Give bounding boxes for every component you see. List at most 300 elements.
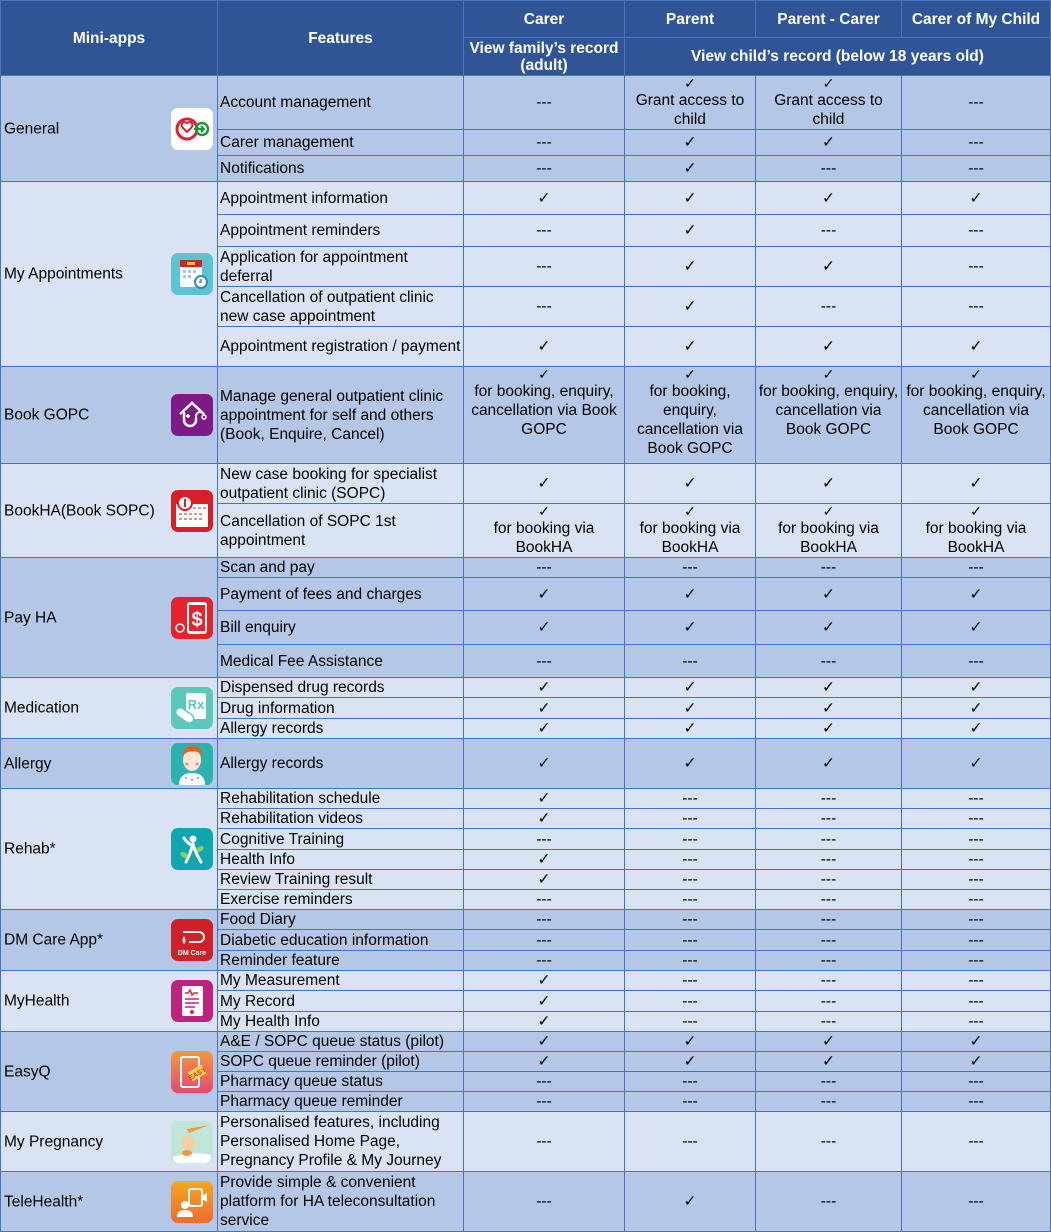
cell-parent [625,611,756,645]
cell-carer-of-my-child [902,870,1051,890]
check-icon: ✓ [537,755,551,772]
feature-cell: Appointment reminders [218,215,464,247]
cell-parent-carer [756,1032,902,1052]
table-row [1,464,1051,504]
mini-app-cell [1,789,218,910]
cell-parent [625,719,756,739]
check-icon: ✓ [537,1013,551,1030]
not-available-mark: --- [820,992,837,1010]
not-available-mark: --- [820,830,837,848]
not-available-mark: --- [682,871,698,888]
svg-text:DM Care: DM Care [177,950,207,957]
cell-parent-carer [756,611,902,645]
cell-carer [464,287,625,327]
cell-carer-of-my-child [902,76,1051,130]
cell-parent-carer [756,130,902,156]
not-available-mark: --- [682,891,698,908]
cell-parent-carer [756,76,902,130]
cell-parent-carer [756,558,902,578]
check-icon: ✓ [969,699,983,717]
cell-carer-of-my-child [902,910,1051,930]
check-icon: ✓ [822,258,835,275]
cell-carer [464,719,625,739]
mini-app-name: General [4,120,60,137]
header-carer-of-my-child: Carer of My Child [902,1,1051,38]
cell-carer [464,1052,625,1072]
feature-cell: Manage general outpatient clinic appointment for self and others (Book, Enquire, Cancel) [218,367,464,464]
svg-text:$: $ [191,608,203,631]
cell-carer-of-my-child [902,678,1051,698]
cell-parent-carer [756,215,902,247]
cell-parent [625,156,756,182]
feature-cell: Pharmacy queue reminder [218,1092,464,1112]
check-icon: ✓ [969,475,983,492]
feature-cell: Allergy records [218,719,464,739]
check-icon: ✓ [537,790,551,807]
not-available-mark: --- [820,652,837,670]
not-available-mark: --- [682,1093,698,1110]
check-icon: ✓ [683,475,697,492]
check-icon: ✓ [822,189,835,207]
cell-parent [625,1032,756,1052]
mini-app-name: BookHA(Book SOPC) [4,502,155,519]
cell-parent [625,870,756,890]
cell-carer [464,1032,625,1052]
not-available-mark: --- [682,911,698,928]
cell-carer [464,1172,625,1232]
not-available-mark: --- [682,972,698,989]
table-row [1,1032,1051,1052]
cell-parent-carer [756,327,902,367]
not-available-mark: --- [820,911,837,928]
cell-parent-carer [756,287,902,327]
check-icon: ✓ [537,619,551,636]
not-available-mark: --- [682,790,698,807]
cell-carer-of-my-child [902,829,1051,850]
mini-app-cell [1,739,218,789]
cell-carer-of-my-child [902,130,1051,156]
cell-carer [464,789,625,809]
mini-app-name: MyHealth [4,992,70,1010]
cell-parent [625,504,756,558]
not-available-mark: --- [968,160,984,177]
cell-parent [625,327,756,367]
cell-parent-carer [756,1072,902,1092]
not-available-mark: --- [968,1133,984,1150]
cell-parent-carer [756,1052,902,1072]
cell-note: for booking, enquiry, cancellation via Book GOPC [471,383,617,438]
cell-note: for booking, enquiry, cancellation via Book GOPC [637,383,743,457]
table-row [1,678,1051,698]
check-icon: ✓ [822,699,835,717]
not-available-mark: --- [968,871,984,888]
feature-cell: Cancellation of outpatient clinic new case appointment [218,287,464,327]
not-available-mark: --- [682,952,698,969]
cell-parent [625,829,756,850]
cell-parent-carer [756,1012,902,1032]
cell-carer [464,951,625,971]
not-available-mark: --- [682,1073,698,1090]
check-icon: ✓ [822,679,835,696]
cell-carer-of-my-child [902,809,1051,829]
feature-cell: My Measurement [218,971,464,991]
cell-carer [464,130,625,156]
mini-app-cell [1,971,218,1032]
not-available-mark: --- [820,972,837,989]
cell-parent-carer [756,951,902,971]
cell-carer-of-my-child [902,850,1051,870]
feature-cell: SOPC queue reminder (pilot) [218,1052,464,1072]
cell-carer [464,1072,625,1092]
not-available-mark: --- [682,652,698,670]
mini-app-cell [1,910,218,971]
check-icon: ✓ [822,75,835,91]
not-available-mark: --- [968,891,984,908]
mini-app-cell [1,367,218,464]
not-available-mark: --- [682,810,698,827]
check-icon: ✓ [537,585,551,603]
cell-parent [625,1052,756,1072]
table-row [1,789,1051,809]
not-available-mark: --- [536,94,552,111]
check-icon: ✓ [683,258,697,275]
cell-carer-of-my-child [902,1092,1051,1112]
check-icon: ✓ [684,503,696,519]
cell-carer [464,870,625,890]
check-icon: ✓ [537,972,551,989]
cell-carer [464,991,625,1012]
not-available-mark: --- [820,1093,837,1110]
mini-app-cell [1,464,218,558]
cell-note: Grant access to child [635,92,745,128]
mini-app-cell [1,558,218,678]
feature-cell: A&E / SOPC queue status (pilot) [218,1032,464,1052]
cell-carer [464,611,625,645]
cell-carer-of-my-child [902,1172,1051,1232]
cell-parent [625,182,756,215]
video-consult-icon [171,1181,213,1223]
cell-parent-carer [756,870,902,890]
not-available-mark: --- [536,1133,552,1150]
cell-note: for booking, enquiry, cancellation via Book GOPC [906,383,1046,438]
cell-carer-of-my-child [902,645,1051,678]
check-icon: ✓ [683,222,697,239]
table-row [1,910,1051,930]
check-icon: ✓ [537,475,551,492]
not-available-mark: --- [536,160,552,177]
check-icon: ✓ [683,1193,697,1210]
not-available-mark: --- [820,1193,837,1210]
check-icon: ✓ [537,992,551,1010]
cell-carer [464,215,625,247]
cell-parent-carer [756,645,902,678]
not-available-mark: --- [820,790,837,807]
mini-app-name: Rehab* [4,840,56,858]
mini-app-name: Medication [4,699,79,717]
not-available-mark: --- [536,952,552,969]
feature-cell: Carer management [218,130,464,156]
not-available-mark: --- [968,222,984,239]
not-available-mark: --- [968,911,984,928]
cell-carer-of-my-child [902,504,1051,558]
check-icon: ✓ [822,720,835,737]
check-icon: ✓ [822,134,835,151]
not-available-mark: --- [820,222,837,239]
header-parent: Parent [625,1,756,38]
check-icon: ✓ [684,366,696,382]
cell-note: for booking via BookHA [639,520,741,556]
check-icon: ✓ [537,1053,551,1070]
table-row [1,739,1051,789]
check-icon: ✓ [683,338,697,355]
cell-parent [625,1172,756,1232]
cell-carer [464,645,625,678]
cell-carer [464,367,625,464]
not-available-mark: --- [968,1193,984,1210]
mini-app-cell [1,182,218,367]
cell-parent [625,890,756,910]
not-available-mark: --- [536,891,552,908]
cell-parent-carer [756,829,902,850]
not-available-mark: --- [682,851,698,868]
check-icon: ✓ [683,1053,697,1070]
not-available-mark: --- [536,298,552,315]
cell-parent-carer [756,910,902,930]
cell-carer [464,930,625,951]
cell-parent [625,910,756,930]
feature-cell: Application for appointment deferral [218,247,464,287]
not-available-mark: --- [820,952,837,969]
not-available-mark: --- [968,790,984,807]
table-row [1,971,1051,991]
cell-carer-of-my-child [902,327,1051,367]
cell-carer [464,1012,625,1032]
check-icon: ✓ [537,1033,551,1050]
feature-cell: Payment of fees and charges [218,578,464,611]
queue-ticket-icon [171,1051,213,1093]
cell-parent-carer [756,678,902,698]
ha-calendar-icon [171,490,213,532]
cell-carer [464,890,625,910]
feature-cell: Personalised features, including Personalised Home Page, Pregnancy Profile & My Journey [218,1112,464,1172]
check-icon: ✓ [969,755,983,772]
cell-parent-carer [756,698,902,719]
cell-parent [625,558,756,578]
not-available-mark: --- [968,559,984,576]
cell-carer-of-my-child [902,367,1051,464]
cell-carer [464,247,625,287]
cell-carer [464,910,625,930]
check-icon: ✓ [683,1033,697,1050]
not-available-mark: --- [968,1073,984,1090]
payment-dollar-icon [171,597,213,639]
header-parent-carer: Parent - Carer [756,1,902,38]
cell-parent [625,739,756,789]
check-icon: ✓ [822,366,835,382]
check-icon: ✓ [683,619,697,636]
cell-parent [625,1112,756,1172]
cell-parent-carer [756,930,902,951]
feature-cell: Account management [218,76,464,130]
not-available-mark: --- [968,134,984,151]
not-available-mark: --- [820,160,837,177]
feature-cell: Cognitive Training [218,829,464,850]
cell-parent [625,930,756,951]
not-available-mark: --- [682,931,698,949]
mini-app-cell [1,1032,218,1112]
cell-carer-of-my-child [902,1052,1051,1072]
cell-carer [464,558,625,578]
not-available-mark: --- [820,1013,837,1030]
cell-parent-carer [756,739,902,789]
check-icon: ✓ [822,503,835,519]
cell-carer-of-my-child [902,971,1051,991]
rx-pill-icon [171,687,213,729]
cell-carer [464,739,625,789]
cell-carer [464,578,625,611]
cell-note: Grant access to child [774,92,883,128]
cell-carer [464,156,625,182]
feature-cell: Appointment information [218,182,464,215]
dm-care-icon [171,919,213,961]
feature-cell: Food Diary [218,910,464,930]
cell-parent-carer [756,1092,902,1112]
feature-cell: Bill enquiry [218,611,464,645]
check-icon: ✓ [822,585,835,603]
not-available-mark: --- [968,972,984,989]
cell-parent [625,850,756,870]
check-icon: ✓ [683,134,697,151]
calendar-clock-icon [171,253,213,295]
check-icon: ✓ [537,851,551,868]
cell-carer [464,504,625,558]
not-available-mark: --- [536,134,552,151]
cell-parent [625,645,756,678]
header-carer: Carer [464,1,625,38]
cell-carer [464,464,625,504]
cell-parent [625,1072,756,1092]
feature-cell: Health Info [218,850,464,870]
not-available-mark: --- [536,931,552,949]
not-available-mark: --- [968,992,984,1010]
feature-cell: Medical Fee Assistance [218,645,464,678]
feature-cell: Exercise reminders [218,890,464,910]
not-available-mark: --- [968,1013,984,1030]
health-record-icon [171,980,213,1022]
not-available-mark: --- [968,258,984,275]
feature-cell: My Record [218,991,464,1012]
cell-parent [625,1012,756,1032]
check-icon: ✓ [683,585,697,603]
check-icon: ✓ [970,503,982,519]
check-icon: ✓ [537,810,551,827]
not-available-mark: --- [820,810,837,827]
cell-note: for booking via BookHA [493,520,595,556]
cell-carer-of-my-child [902,558,1051,578]
cell-note: for booking via BookHA [778,520,879,556]
check-icon: ✓ [537,720,551,737]
cell-carer [464,76,625,130]
cell-carer-of-my-child [902,951,1051,971]
not-available-mark: --- [536,222,552,239]
cell-parent [625,1092,756,1112]
cell-parent-carer [756,809,902,829]
not-available-mark: --- [536,1073,552,1090]
cell-parent [625,951,756,971]
feature-cell: Review Training result [218,870,464,890]
feature-cell: Provide simple & convenient platform for HA teleconsultation service [218,1172,464,1232]
cell-parent-carer [756,367,902,464]
cell-parent-carer [756,247,902,287]
not-available-mark: --- [968,931,984,949]
cell-carer [464,809,625,829]
cell-carer-of-my-child [902,1032,1051,1052]
not-available-mark: --- [820,851,837,868]
feature-cell: Notifications [218,156,464,182]
not-available-mark: --- [536,559,552,576]
mini-app-name: Book GOPC [4,406,90,424]
cell-carer-of-my-child [902,698,1051,719]
feature-cell: Allergy records [218,739,464,789]
mini-app-name: Pay HA [4,609,57,626]
stork-baby-icon [171,1121,213,1163]
feature-cell: Rehabilitation videos [218,809,464,829]
check-icon: ✓ [537,189,551,207]
cell-parent [625,578,756,611]
cell-parent [625,247,756,287]
check-icon: ✓ [537,338,551,355]
cell-parent [625,464,756,504]
not-available-mark: --- [682,1013,698,1030]
house-stethoscope-icon [171,394,213,436]
check-icon: ✓ [822,755,835,772]
cell-carer [464,698,625,719]
cell-note: for booking via BookHA [925,520,1027,556]
svg-text:Rx: Rx [187,697,205,712]
not-available-mark: --- [968,952,984,969]
cell-parent [625,287,756,327]
cell-carer-of-my-child [902,930,1051,951]
cell-carer [464,1112,625,1172]
check-icon: ✓ [537,679,551,696]
not-available-mark: --- [820,931,837,949]
cell-parent [625,130,756,156]
feature-cell: Appointment registration / payment [218,327,464,367]
table-row [1,1112,1051,1172]
mini-app-name: EasyQ [4,1063,51,1080]
not-available-mark: --- [968,94,984,111]
cell-parent-carer [756,789,902,809]
cell-parent-carer [756,464,902,504]
cell-parent-carer [756,719,902,739]
not-available-mark: --- [968,298,984,315]
check-icon: ✓ [683,298,697,315]
cell-parent-carer [756,1172,902,1232]
check-icon: ✓ [969,1053,983,1070]
mini-app-name: My Appointments [4,265,123,283]
cell-parent-carer [756,850,902,870]
check-icon: ✓ [538,503,550,519]
check-icon: ✓ [822,1033,835,1050]
general-app-icon [171,108,213,150]
check-icon: ✓ [969,189,983,207]
table-row [1,182,1051,215]
check-icon: ✓ [537,699,551,717]
cell-parent [625,991,756,1012]
cell-parent [625,789,756,809]
feature-cell: Diabetic education information [218,930,464,951]
cell-carer [464,829,625,850]
